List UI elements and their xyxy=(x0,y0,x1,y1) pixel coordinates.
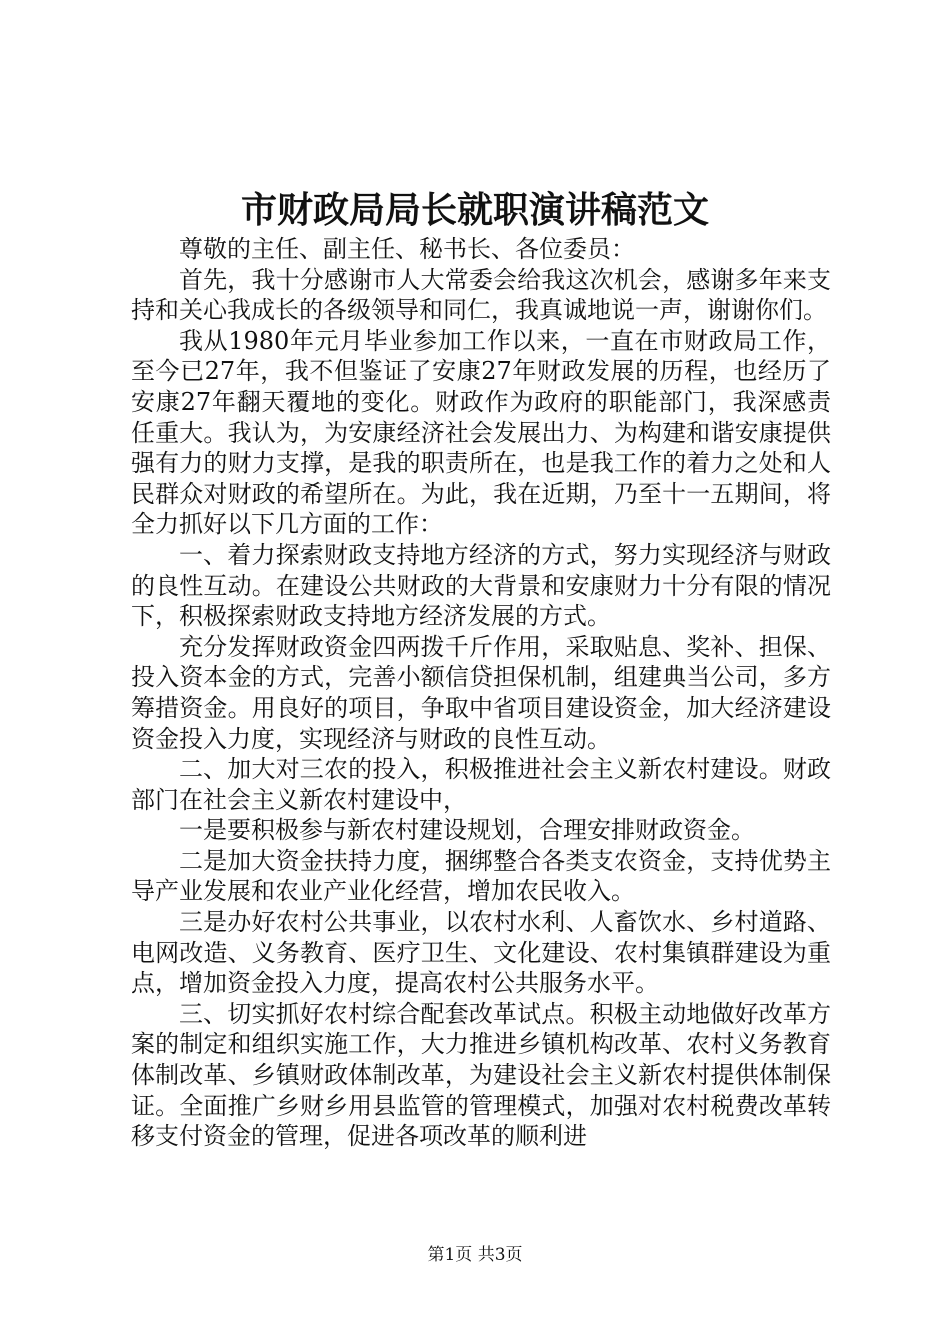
body-paragraph: 三、切实抓好农村综合配套改革试点。积极主动地做好改革方案的制定和组织实施工作，大力推进乡镇机构改革、农村义务教育体制改革、乡镇财政体制改革，为建设社会主义新农村提供体制保证。全面推广乡财乡用县监管的管理模式，加强对农村税费改革转移支付资金的管理，促进各项改革的顺利进 xyxy=(131,999,831,1151)
document-body xyxy=(131,234,831,1152)
body-paragraph: 一、着力探索财政支持地方经济的方式，努力实现经济与财政的良性互动。在建设公共财政的大背景和安康财力十分有限的情况下，积极探索财政支持地方经济发展的方式。 xyxy=(131,540,831,631)
salutation-paragraph: 尊敬的主任、副主任、秘书长、各位委员： xyxy=(179,235,635,263)
document-title: 市财政局局长就职演讲稿范文 xyxy=(240,189,709,231)
body-paragraph: 充分发挥财政资金四两拨千斤作用，采取贴息、奖补、担保、投入资本金的方式，完善小额信贷担保机制，组建典当公司，多方筹措资金。用良好的项目，争取中省项目建设资金，加大经济建设资金投入力度，实现经济与财政的良性互动。 xyxy=(131,632,831,753)
body-paragraph: 我从1980年元月毕业参加工作以来，一直在市财政局工作，至今已27年，我不但鉴证了安康27年财政发展的历程，也经历了安康27年翻天覆地的变化。财政作为政府的职能部门，我深感责任重大。我认为，为安康经济社会发展出力、为构建和谐安康提供强有力的财力支撑，是我的职责所在，也是我工作的着力之处和人民群众对财政的希望所在。为此，我在近期，乃至十一五期间，将全力抓好以下几方面的工作： xyxy=(131,326,831,539)
body-paragraph: 首先，我十分感谢市人大常委会给我这次机会，感谢多年来支持和关心我成长的各级领导和同仁，我真诚地说一声，谢谢你们。 xyxy=(131,265,831,325)
body-paragraph: 二、加大对三农的投入，积极推进社会主义新农村建设。财政部门在社会主义新农村建设中， xyxy=(131,755,831,814)
body-paragraph: 二是加大资金扶持力度，捆绑整合各类支农资金，支持优势主导产业发展和农业产业化经营，增加农民收入。 xyxy=(131,846,831,906)
body-paragraph: 三是办好农村公共事业，以农村水利、人畜饮水、乡村道路、电网改造、义务教育、医疗卫生、文化建设、农村集镇群建设为重点，增加资金投入力度，提高农村公共服务水平。 xyxy=(131,908,831,998)
page-footer: 第1页 共3页 xyxy=(427,1245,523,1265)
body-paragraph: 一是要积极参与新农村建设规划，合理安排财政资金。 xyxy=(179,816,755,845)
